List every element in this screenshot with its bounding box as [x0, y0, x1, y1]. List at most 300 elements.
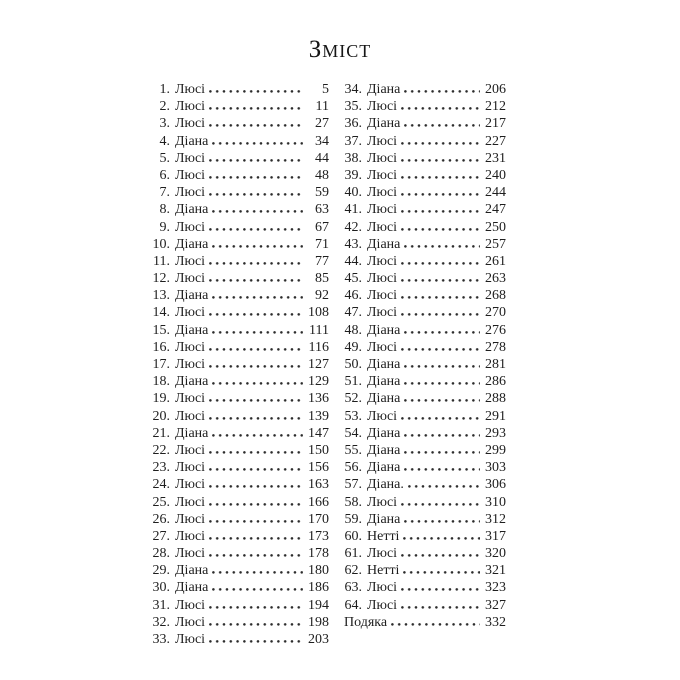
toc-entry-label: Люсі [367, 288, 398, 304]
toc-entry-label: Люсі [367, 99, 398, 115]
toc-entry-label: Люсі [175, 116, 206, 132]
toc-entry-label: Люсі [367, 167, 398, 183]
toc-row [344, 528, 506, 545]
dot-leader [404, 90, 480, 93]
toc-entry-label: Люсі [175, 442, 206, 458]
toc-entry-label: Люсі [175, 632, 206, 647]
toc-entry-label: Люсі [367, 271, 398, 287]
toc-row [152, 201, 329, 218]
toc-entry-page: 71 [315, 236, 329, 252]
toc-entry-label: Діана. [367, 477, 404, 493]
dot-leader [212, 331, 303, 334]
toc-row [152, 597, 329, 614]
toc-row [344, 81, 506, 98]
toc-entry-number: 48. [344, 322, 362, 338]
toc-row [152, 236, 329, 253]
toc-row [152, 115, 329, 132]
toc-entry-label: Діана [367, 442, 401, 458]
toc-entry-page: 63 [315, 202, 329, 218]
dot-leader [404, 468, 480, 471]
toc-entry-label: Діана [367, 357, 401, 372]
toc-row [152, 494, 329, 511]
toc-entry-label: Подяка [344, 614, 388, 630]
toc-entry-number: 51. [344, 374, 362, 390]
toc-entry-page: 67 [315, 219, 329, 235]
dot-leader [404, 382, 480, 385]
toc-entry-number: 41. [344, 202, 362, 218]
toc-entry-page: 77 [315, 253, 329, 269]
toc-entry-number: 62. [344, 563, 362, 579]
toc-entry-label: Діана [367, 511, 401, 527]
toc-entry-number: 50. [344, 357, 362, 372]
dot-leader [404, 520, 480, 523]
toc-entry-page: 299 [485, 442, 506, 458]
dot-leader [403, 537, 480, 540]
toc-entry-page: 34 [315, 133, 329, 149]
dot-leader [401, 296, 480, 299]
toc-row [344, 219, 506, 236]
dot-leader [401, 313, 480, 316]
toc-entry-page: 276 [485, 322, 506, 338]
toc-entry-label: Люсі [175, 597, 206, 613]
toc-entry-label: Діана [367, 391, 401, 407]
toc-row [344, 115, 506, 132]
toc-entry-page: 268 [485, 288, 506, 304]
toc-row [344, 304, 506, 321]
toc-entry-page: 303 [485, 460, 506, 476]
toc-entry-label: Люсі [175, 150, 206, 166]
toc-entry-label: Люсі [175, 185, 206, 201]
toc-entry-number: 63. [344, 580, 362, 596]
toc-entry-number: 5. [159, 150, 170, 166]
dot-leader [401, 348, 480, 351]
toc-row [344, 511, 506, 528]
toc-entry-label: Люсі [367, 185, 398, 201]
toc-entry-page: 261 [485, 253, 506, 269]
toc-entry-label: Люсі [175, 339, 206, 355]
toc-row [152, 579, 329, 596]
toc-entry-page: 147 [308, 425, 329, 441]
toc-entry-label: Діана [367, 322, 401, 338]
toc-entry-number: 31. [152, 597, 170, 613]
toc-entry-label: Діана [367, 425, 401, 441]
toc-entry-page: 180 [308, 563, 329, 579]
dot-leader [209, 623, 303, 626]
dot-leader [401, 588, 480, 591]
toc-row [344, 322, 506, 339]
toc-row [152, 442, 329, 459]
toc-entry-page: 178 [308, 546, 329, 562]
toc-row [344, 287, 506, 304]
toc-entry-number: 44. [344, 253, 362, 269]
toc-entry-page: 116 [308, 339, 329, 355]
toc-row [152, 304, 329, 321]
toc-entry-page: 293 [485, 425, 506, 441]
dot-leader [209, 124, 303, 127]
toc-entry-label: Люсі [367, 339, 398, 355]
toc-entry-page: 288 [485, 391, 506, 407]
dot-leader [401, 210, 480, 213]
toc-column-left [152, 81, 329, 648]
toc-row [344, 597, 506, 614]
toc-entry-page: 150 [308, 442, 329, 458]
toc-entry-number: 1. [159, 82, 170, 97]
toc-entry-label: Нетті [367, 528, 400, 544]
dot-leader [212, 296, 303, 299]
toc-row [344, 562, 506, 579]
toc-entry-number: 7. [159, 185, 170, 201]
dot-leader [401, 193, 480, 196]
toc-entry-number: 39. [344, 167, 362, 183]
toc-entry-page: 163 [308, 477, 329, 493]
toc-entry-label: Діана [175, 322, 209, 338]
toc-entry-page: 270 [485, 305, 506, 321]
toc-entry-label: Люсі [367, 150, 398, 166]
dot-leader [209, 451, 303, 454]
toc-entry-page: 240 [485, 167, 506, 183]
toc-entry-page: 257 [485, 236, 506, 252]
toc-row [152, 81, 329, 98]
toc-entry-number: 18. [152, 374, 170, 390]
toc-entry-page: 321 [485, 563, 506, 579]
toc-entry-page: 286 [485, 374, 506, 390]
dot-leader [209, 417, 303, 420]
toc-entry-number: 61. [344, 546, 362, 562]
toc-entry-page: 173 [308, 528, 329, 544]
toc-entry-page: 203 [308, 632, 329, 647]
toc-entry-label: Люсі [367, 597, 398, 613]
toc-row [344, 545, 506, 562]
dot-leader [209, 228, 303, 231]
toc-row [152, 253, 329, 270]
toc-row [344, 442, 506, 459]
toc-row [152, 98, 329, 115]
toc-entry-number: 43. [344, 236, 362, 252]
toc-row [152, 390, 329, 407]
toc-entry-number: 58. [344, 494, 362, 510]
toc-entry-label: Люсі [367, 305, 398, 321]
toc-entry-page: 281 [485, 357, 506, 372]
dot-leader [209, 554, 303, 557]
dot-leader [212, 245, 303, 248]
toc-entry-page: 306 [485, 477, 506, 493]
toc-entry-page: 212 [485, 99, 506, 115]
toc-entry-label: Діана [175, 425, 209, 441]
dot-leader [401, 554, 480, 557]
toc-entry-label: Люсі [175, 528, 206, 544]
toc-entry-label: Люсі [175, 460, 206, 476]
dot-leader [209, 159, 303, 162]
dot-leader [401, 142, 480, 145]
toc-entry-label: Діана [175, 133, 209, 149]
toc-row [344, 98, 506, 115]
toc-row [344, 184, 506, 201]
toc-entry-number: 17. [152, 357, 170, 372]
toc-entry-number: 12. [152, 271, 170, 287]
toc-entry-page: 320 [485, 546, 506, 562]
toc-entry-number: 2. [159, 99, 170, 115]
toc-entry-number: 16. [152, 339, 170, 355]
toc-row [152, 356, 329, 373]
dot-leader [209, 468, 303, 471]
toc-entry-label: Люсі [367, 202, 398, 218]
dot-leader [391, 623, 480, 626]
toc-entry-label: Люсі [367, 546, 398, 562]
toc-entry-page: 310 [485, 494, 506, 510]
toc-entry-label: Діана [175, 580, 209, 596]
toc-entry-number: 28. [152, 546, 170, 562]
toc-entry-page: 5 [322, 82, 329, 97]
toc-row [152, 270, 329, 287]
toc-row [152, 184, 329, 201]
toc-entry-label: Люсі [175, 511, 206, 527]
toc-entry-page: 27 [315, 116, 329, 132]
dot-leader [212, 588, 303, 591]
toc-row [152, 425, 329, 442]
toc-entry-number: 25. [152, 494, 170, 510]
toc-entry-page: 186 [308, 580, 329, 596]
toc-entry-page: 323 [485, 580, 506, 596]
toc-entry-number: 27. [152, 528, 170, 544]
toc-row [152, 459, 329, 476]
toc-entry-page: 217 [485, 116, 506, 132]
dot-leader [209, 313, 303, 316]
toc-entry-number: 19. [152, 391, 170, 407]
toc-entry-number: 14. [152, 305, 170, 321]
toc-entry-number: 32. [152, 614, 170, 630]
dot-leader [209, 485, 303, 488]
toc-row [344, 390, 506, 407]
dot-leader [401, 107, 480, 110]
toc-entry-number: 9. [159, 219, 170, 235]
dot-leader [209, 90, 303, 93]
toc-row [152, 528, 329, 545]
toc-row [344, 476, 506, 493]
toc-entry-page: 136 [308, 391, 329, 407]
toc-entry-label: Люсі [175, 477, 206, 493]
toc-entry-number: 42. [344, 219, 362, 235]
toc-entry-number: 57. [344, 477, 362, 493]
toc-entry-label: Нетті [367, 563, 400, 579]
toc-entry-label: Діана [175, 563, 209, 579]
dot-leader [404, 124, 480, 127]
dot-leader [401, 606, 480, 609]
toc-entry-number: 6. [159, 167, 170, 183]
toc-row [152, 476, 329, 493]
toc-entry-number: 53. [344, 408, 362, 424]
toc-entry-page: 127 [308, 357, 329, 372]
toc-entry-page: 170 [308, 511, 329, 527]
toc-entry-number: 11. [153, 253, 170, 269]
toc-entry-number: 22. [152, 442, 170, 458]
toc-entry-number: 46. [344, 288, 362, 304]
toc-entry-number: 8. [159, 202, 170, 218]
toc-row [152, 373, 329, 390]
toc-entry-page: 247 [485, 202, 506, 218]
dot-leader [404, 451, 480, 454]
toc-entry-page: 48 [315, 167, 329, 183]
toc-row [344, 201, 506, 218]
toc-entry-page: 11 [315, 99, 329, 115]
toc-entry-number: 45. [344, 271, 362, 287]
toc-entry-label: Люсі [175, 391, 206, 407]
toc-entry-label: Діана [367, 374, 401, 390]
toc-row [344, 133, 506, 150]
toc-row [152, 219, 329, 236]
toc-entry-page: 227 [485, 133, 506, 149]
toc-entry-page: 291 [485, 408, 506, 424]
toc-row [152, 322, 329, 339]
dot-leader [209, 176, 303, 179]
toc-entry-page: 108 [308, 305, 329, 321]
toc-entry-page: 263 [485, 271, 506, 287]
toc-entry-page: 317 [485, 528, 506, 544]
toc-entry-label: Люсі [175, 167, 206, 183]
dot-leader [404, 331, 480, 334]
toc-entry-label: Люсі [175, 82, 206, 97]
toc-row [344, 356, 506, 373]
toc-entry-label: Люсі [175, 357, 206, 372]
toc-entry-number: 52. [344, 391, 362, 407]
toc-entry-label: Люсі [367, 494, 398, 510]
dot-leader [401, 503, 480, 506]
toc-entry-number: 20. [152, 408, 170, 424]
toc-entry-number: 21. [152, 425, 170, 441]
dot-leader [212, 210, 303, 213]
toc-entry-label: Люсі [367, 408, 398, 424]
toc-row [152, 408, 329, 425]
toc-row [344, 270, 506, 287]
dot-leader [401, 159, 480, 162]
toc-entry-number: 3. [159, 116, 170, 132]
toc-entry-page: 85 [315, 271, 329, 287]
dot-leader [209, 399, 303, 402]
dot-leader [209, 520, 303, 523]
toc-entry-label: Діана [367, 82, 401, 97]
toc-entry-number: 56. [344, 460, 362, 476]
toc-entry-number: 13. [152, 288, 170, 304]
toc-entry-label: Люсі [175, 253, 206, 269]
toc-row [152, 167, 329, 184]
toc-entry-number: 55. [344, 442, 362, 458]
toc-entry-label: Люсі [175, 614, 206, 630]
dot-leader [212, 382, 303, 385]
toc-entry-number: 36. [344, 116, 362, 132]
dot-leader [212, 434, 303, 437]
toc [152, 81, 506, 648]
toc-entry-label: Люсі [367, 580, 398, 596]
dot-leader [401, 262, 480, 265]
dot-leader [401, 228, 480, 231]
toc-row [152, 150, 329, 167]
toc-entry-page: 332 [485, 614, 506, 630]
toc-entry-number: 4. [159, 133, 170, 149]
toc-entry-page: 278 [485, 339, 506, 355]
dot-leader [401, 279, 480, 282]
toc-row [152, 614, 329, 631]
toc-entry-number: 38. [344, 150, 362, 166]
toc-entry-page: 166 [308, 494, 329, 510]
toc-entry-page: 206 [485, 82, 506, 97]
toc-entry-label: Діана [367, 116, 401, 132]
toc-entry-page: 231 [485, 150, 506, 166]
toc-entry-label: Діана [175, 374, 209, 390]
toc-row [344, 614, 506, 631]
toc-entry-number: 54. [344, 425, 362, 441]
toc-row [344, 425, 506, 442]
dot-leader [209, 262, 303, 265]
dot-leader [209, 606, 303, 609]
toc-entry-page: 327 [485, 597, 506, 613]
toc-entry-page: 44 [315, 150, 329, 166]
toc-entry-label: Діана [367, 460, 401, 476]
toc-entry-number: 60. [344, 528, 362, 544]
toc-entry-number: 30. [152, 580, 170, 596]
toc-row [344, 408, 506, 425]
dot-leader [209, 107, 303, 110]
toc-entry-number: 33. [152, 632, 170, 647]
dot-leader [212, 571, 303, 574]
toc-entry-label: Діана [175, 202, 209, 218]
toc-row [152, 545, 329, 562]
toc-entry-page: 198 [308, 614, 329, 630]
toc-row [344, 236, 506, 253]
dot-leader [212, 142, 303, 145]
toc-row [344, 339, 506, 356]
dot-leader [209, 537, 303, 540]
toc-entry-number: 26. [152, 511, 170, 527]
toc-row [344, 253, 506, 270]
toc-entry-number: 15. [152, 322, 170, 338]
toc-entry-number: 34. [344, 82, 362, 97]
toc-row [344, 167, 506, 184]
toc-column-right [344, 81, 506, 648]
toc-entry-page: 194 [308, 597, 329, 613]
toc-entry-number: 64. [344, 597, 362, 613]
toc-entry-number: 47. [344, 305, 362, 321]
toc-entry-number: 40. [344, 185, 362, 201]
toc-entry-page: 250 [485, 219, 506, 235]
toc-row [344, 494, 506, 511]
toc-entry-label: Люсі [175, 305, 206, 321]
toc-row [344, 150, 506, 167]
dot-leader [209, 348, 303, 351]
dot-leader [404, 365, 480, 368]
toc-row [344, 579, 506, 596]
toc-entry-number: 59. [344, 511, 362, 527]
toc-entry-page: 156 [308, 460, 329, 476]
toc-entry-number: 37. [344, 133, 362, 149]
toc-entry-label: Діана [175, 288, 209, 304]
toc-entry-label: Люсі [175, 494, 206, 510]
dot-leader [209, 365, 303, 368]
dot-leader [403, 571, 480, 574]
toc-entry-number: 35. [344, 99, 362, 115]
dot-leader [209, 193, 303, 196]
toc-row [152, 133, 329, 150]
toc-row [152, 562, 329, 579]
dot-leader [404, 399, 480, 402]
dot-leader [404, 434, 480, 437]
toc-row [152, 339, 329, 356]
toc-entry-page: 92 [315, 288, 329, 304]
toc-entry-label: Люсі [367, 219, 398, 235]
toc-row [344, 373, 506, 390]
toc-entry-page: 312 [485, 511, 506, 527]
dot-leader [401, 176, 480, 179]
toc-row [152, 631, 329, 648]
toc-entry-label: Люсі [367, 253, 398, 269]
